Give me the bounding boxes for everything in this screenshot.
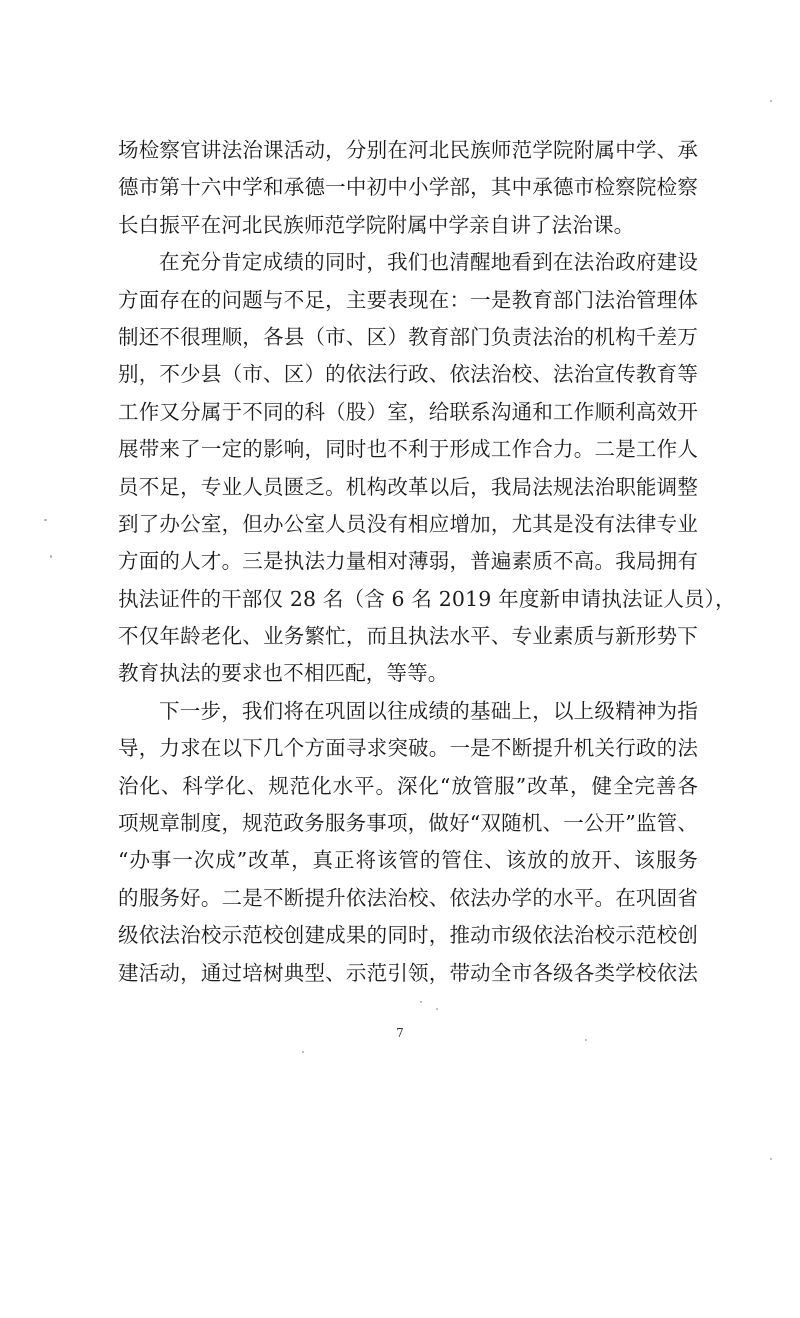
text-line: 到了办公室，但办公室人员没有相应增加，尤其是没有法律专业: [118, 511, 698, 536]
scan-speck: [50, 555, 52, 558]
text-line: 展带来了一定的影响，同时也不利于形成工作合力。二是工作人: [118, 437, 698, 462]
paragraph-1: [118, 132, 698, 244]
text-line: 建活动，通过培树典型、示范引领，带动全市各级各类学校依法: [118, 960, 698, 985]
scan-speck: [770, 100, 772, 102]
text-line: 教育执法的要求也不相匹配，等等。: [118, 661, 449, 686]
scan-speck: [302, 1051, 304, 1053]
text-line: 场检察官讲法治课活动，分别在河北民族师范学院附属中学、承: [118, 138, 698, 162]
scan-speck: [585, 1039, 587, 1041]
text-line: 方面存在的问题与不足，主要表现在：一是教育部门法治管理体: [118, 287, 698, 312]
text-line: 的服务好。二是不断提升依法治校、依法办学的水平。在巩固省: [118, 885, 698, 910]
scan-speck: [770, 1158, 772, 1160]
text-line: 方面的人才。三是执法力量相对薄弱，普遍素质不高。我局拥有: [118, 549, 698, 574]
text-line: 在充分肯定成绩的同时，我们也清醒地看到在法治政府建设: [159, 250, 698, 275]
text-line: 别，不少县（市、区）的依法行政、依法治校、法治宣传教育等: [118, 362, 698, 387]
page-number: 7: [396, 1026, 404, 1040]
text-line: 不仅年龄老化、业务繁忙，而且执法水平、专业素质与新形势下: [118, 624, 698, 649]
scan-speck: [436, 1008, 438, 1010]
paragraph-2: [118, 244, 736, 693]
text-line: 导，力求在以下几个方面寻求突破。一是不断提升机关行政的法: [118, 736, 698, 761]
text-line: 执法证件的干部仅 28 名（含 6 名 2019 年度新申请执法证人员），: [118, 586, 736, 611]
text-line: 项规章制度，规范政务服务事项，做好“双随机、一公开”监管、: [118, 811, 698, 836]
text-line: 下一步，我们将在巩固以往成绩的基础上，以上级精神为指: [159, 698, 698, 723]
paragraph-3: [118, 693, 698, 992]
text-line: 员不足，专业人员匮乏。机构改革以后，我局法规法治职能调整: [118, 474, 698, 499]
text-line: 级依法治校示范校创建成果的同时，推动市级依法治校示范校创: [118, 923, 698, 948]
text-line: 制还不很理顺，各县（市、区）教育部门负责法治的机构千差万: [118, 324, 698, 349]
body-text: [118, 132, 736, 992]
text-line: 德市第十六中学和承德一中初中小学部，其中承德市检察院检察: [118, 175, 698, 200]
text-line: 长白振平在河北民族师范学院附属中学亲自讲了法治课。: [118, 212, 635, 237]
scan-speck: [420, 1001, 422, 1003]
text-line: “办事一次成”改革，真正将该管的管住、该放的放开、该服务: [118, 848, 698, 873]
text-line: 工作又分属于不同的科（股）室，给联系沟通和工作顺利高效开: [118, 399, 698, 424]
text-line: 治化、科学化、规范化水平。深化“放管服”改革，健全完善各: [118, 773, 698, 798]
scan-speck: [44, 519, 47, 521]
